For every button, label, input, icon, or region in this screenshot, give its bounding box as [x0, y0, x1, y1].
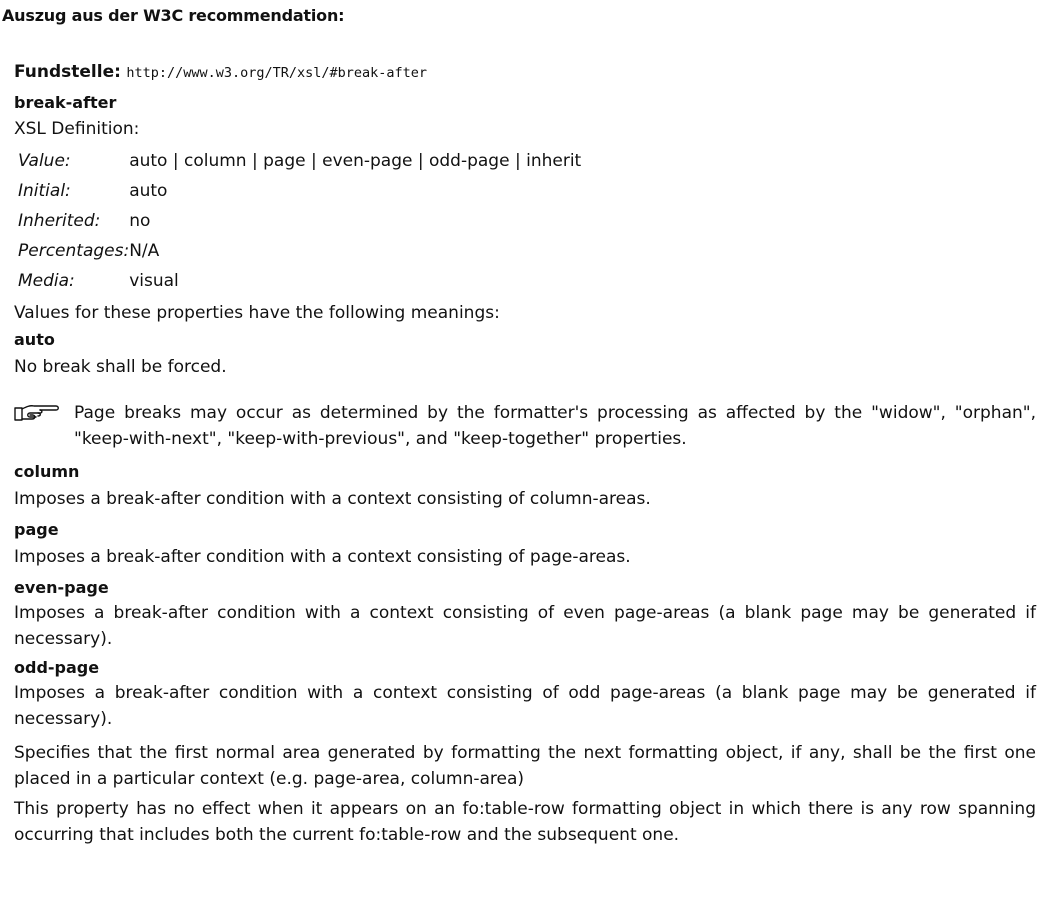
value-desc-page: Imposes a break-after condition with a context consisting of page-areas.: [14, 547, 631, 567]
page-heading: Auszug aus der W3C recommendation:: [2, 6, 345, 25]
content: [14, 60, 1036, 848]
property-name: break-after: [14, 93, 117, 112]
definition-value: no: [129, 211, 151, 231]
value-name-column: column: [14, 462, 80, 481]
definition-key: Media:: [18, 271, 75, 291]
paragraph: This property has no effect when it appears on an fo:table-row formatting object in which there is any row spanning occurring that includes both the current fo:table-row and the subsequent one.: [14, 799, 1036, 845]
definition-value: N/A: [129, 241, 160, 261]
definition-row: [18, 266, 581, 296]
source-label: Fundstelle:: [14, 62, 121, 82]
meanings-intro: Values for these properties have the following meanings:: [14, 303, 500, 323]
definition-key: Initial:: [18, 181, 71, 201]
definition-value: auto | column | page | even-page | odd-page | inherit: [129, 151, 582, 171]
definition-value: visual: [129, 271, 179, 291]
note-text: Page breaks may occur as determined by the formatter's processing as affected by the "widow", "orphan", "keep-with-next", "keep-with-previous", and "keep-together" properties.: [74, 403, 1036, 449]
value-desc-auto: No break shall be forced.: [14, 357, 227, 377]
value-name-even-page: even-page: [14, 578, 109, 597]
value-desc-column: Imposes a break-after condition with a context consisting of column-areas.: [14, 489, 651, 509]
definition-label: XSL Definition:: [14, 119, 140, 139]
definition-key: Value:: [18, 151, 71, 171]
definition-row: [18, 146, 581, 176]
definition-value: auto: [129, 181, 168, 201]
definition-key: Percentages:: [18, 241, 130, 261]
value-name-auto: auto: [14, 330, 55, 349]
paragraph: Specifies that the first normal area generated by formatting the next formatting object, if any, shall be the first one placed in a particular context (e.g. page-area, column-area): [14, 743, 1036, 789]
pointing-hand-icon: [14, 400, 74, 452]
value-name-page: page: [14, 520, 59, 539]
source-url: http://www.w3.org/TR/xsl/#break-after: [126, 65, 428, 81]
definition-row: [18, 236, 581, 266]
value-desc-even-page: Imposes a break-after condition with a context consisting of even page-areas (a blank page may be generated if necessary).: [14, 603, 1036, 649]
source-line: [14, 60, 1036, 88]
value-name-odd-page: odd-page: [14, 658, 100, 677]
definition-row: [18, 176, 581, 206]
value-desc-odd-page: Imposes a break-after condition with a context consisting of odd page-areas (a blank page may be generated if necessary).: [14, 683, 1036, 729]
definition-table: [18, 146, 581, 296]
definition-key: Inherited:: [18, 211, 101, 231]
definition-row: [18, 206, 581, 236]
note: [14, 400, 1036, 452]
